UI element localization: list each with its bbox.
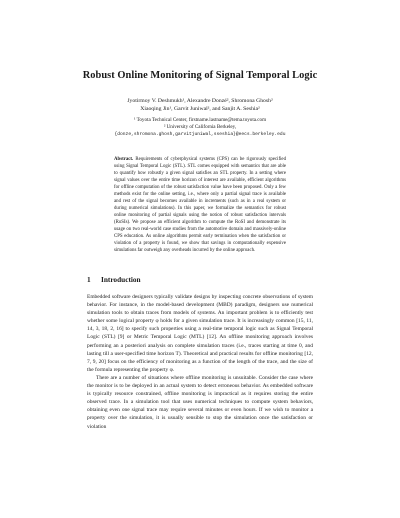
affiliation-1: ¹ Toyota Technical Center, firstname.lastname@tema.toyota.com: [133, 117, 267, 123]
abstract-heading: Abstract.: [114, 157, 134, 162]
affiliation-2: ² University of California Berkeley,: [163, 124, 237, 131]
affiliations: [40, 117, 360, 139]
paragraph-1: Embedded software designers typically validate designs by inspecting concrete observations of system behavior. For instance, in the model-based development (MBD) paradigm, designers use numerical simulation tools to obtain traces from models of systems. An important problem is to efficiently test whether some logical property φ holds for a given simulation trace. It is increasingly common [15, 11, 14, 3, 18, 2, 16] to specify such properties using a real-time temporal logic such as Signal Temporal Logic (STL) [9] or Metric Temporal Logic (MTL) [12]. An offline monitoring approach involves performing an a posteriori analysis on complete simulation traces (i.e., traces starting at time 0, and lasting till a user-specified time horizon T). Theoretical and practical results for offline monitoring [12, 7, 9, 20] focus on the efficiency of monitoring as a function of the length of the trace, and the size of the formula representing the property φ.: [87, 294, 313, 373]
abstract: [114, 156, 286, 254]
paragraph-2: There are a number of situations where offline monitoring is unsuitable. Consider the case where the monitor is to be deployed in an actual system to detect erroneous behavior. As embedded software is typically resource constrained, offline monitoring is impractical as it requires storing the entire observed trace. In a simulation tool that uses numerical techniques to compute system behaviors, obtaining even one signal trace may require several minutes or even hours. If we wish to monitor a property over the simulation, it is usually sensible to stop the simulation once the satisfaction or violation: [87, 374, 313, 430]
section-number: 1: [87, 275, 91, 284]
affiliation-emails: {donze,shromona.ghosh,garvitjuniwal,sseshia}@eecs.berkeley.edu: [114, 132, 286, 138]
author-list: [40, 98, 360, 114]
authors-line-1: Jyotirmoy V. Deshmukh¹, Alexandre Donzé², Shromona Ghosh²: [127, 98, 273, 104]
paper-title: Robust Online Monitoring of Signal Temporal Logic: [82, 70, 318, 81]
authors-line-2: Xiaoqing Jin¹, Garvit Juniwal², and Sanjit A. Seshia²: [140, 105, 260, 112]
abstract-text: Requirements of cyberphysical systems (CPS) can be rigorously specified using Signal Temporal Logic (STL). STL comes equipped with semantics that are able to quantify how robustly a given signal satisfies an STL property. In a setting where signal values over the entire time horizon of interest are available, efficient algorithms for offline computation of the robust satisfaction value have been proposed. Only a few methods exist for the online setting, i.e., where only a partial signal trace is available and rest of the signal becomes available in increments (such as in a real system or during numerical simulations). In this paper, we formalize the semantics for robust online monitoring of partial signals using the notion of robust satisfaction intervals (RoSIs). We propose an efficient algorithm to compute the RoSI and demonstrate its usage on two real-world case studies from the automotive domain and massively-online CPS education. As online algorithms permit early termination when the satisfaction or violation of a property is found, we show that savings in computationally expensive simulations far outweigh any overheads incurred by the online approach.: [114, 157, 286, 253]
section-body: [87, 293, 313, 431]
section-heading: [87, 275, 313, 284]
section-title: Introduction: [101, 275, 141, 284]
